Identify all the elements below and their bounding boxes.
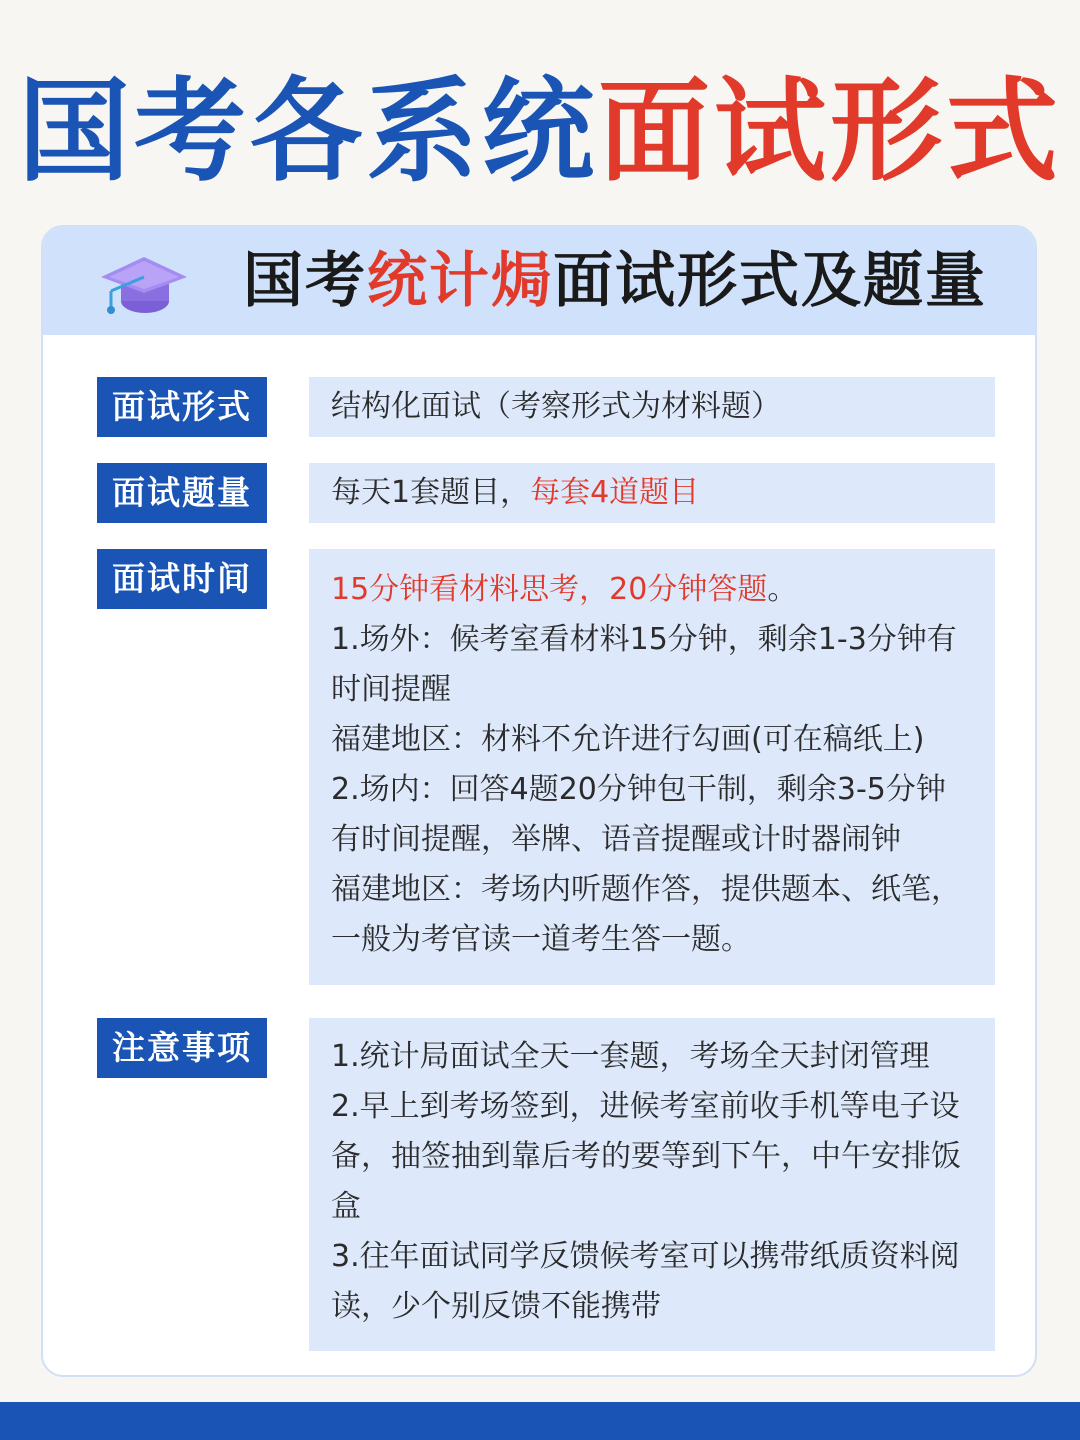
card-header: [43, 227, 1035, 335]
content-line: 福建地区：考场内听题作答，提供题本、纸笔，: [331, 872, 961, 907]
content-line: 3.往年面试同学反馈候考室可以携带纸质资料阅: [331, 1239, 960, 1274]
content-line: 读，少个别反馈不能携带: [331, 1289, 661, 1324]
bottom-bar: [0, 1402, 1080, 1440]
card-title: [243, 245, 987, 317]
content-line: 备，抽签抽到靠后考的要等到下午，中午安排饭: [331, 1139, 961, 1174]
label-interview-time: 面试时间: [97, 549, 267, 609]
content-text: 。: [767, 572, 798, 607]
label-interview-format: 面试形式: [97, 377, 267, 437]
content-interview-format: [309, 377, 995, 437]
page-title-red: 面试形式: [598, 67, 1062, 197]
content-text: 每天1套题目，: [331, 475, 531, 510]
card-title-prefix: 国考: [243, 246, 367, 316]
card-title-suffix: 面试形式及题量: [553, 246, 987, 316]
content-line: 时间提醒: [331, 672, 451, 707]
label-notes: 注意事项: [97, 1018, 267, 1078]
content-line: 福建地区：材料不允许进行勾画(可在稿纸上): [331, 722, 925, 757]
content-line: 一般为考官读一道考生答一题。: [331, 922, 751, 957]
content-highlight: 每套4道题目: [530, 475, 700, 510]
content-line: 1.统计局面试全天一套题，考场全天封闭管理: [331, 1039, 930, 1074]
card-title-highlight: 统计焗: [367, 246, 553, 316]
content-line: 1.场外：候考室看材料15分钟，剩余1-3分钟有: [331, 622, 957, 657]
content-line: 2.场内：回答4题20分钟包干制，剩余3-5分钟: [331, 772, 946, 807]
content-highlight: 15分钟看材料思考，20分钟答题: [331, 572, 768, 607]
content-line: 盒: [331, 1189, 361, 1224]
content-interview-time: [309, 549, 995, 985]
content-line: 结构化面试（考察形式为材料题）: [331, 389, 781, 424]
content-line: 2.早上到考场签到，进候考室前收手机等电子设: [331, 1089, 960, 1124]
page-title-blue: 国考各系统: [18, 67, 598, 197]
page-title: [0, 62, 1080, 202]
info-card: [41, 225, 1037, 1377]
graduation-cap-icon: [99, 249, 189, 319]
content-notes: [309, 1018, 995, 1351]
content-question-count: [309, 463, 995, 523]
content-line: 有时间提醒，举牌、语音提醒或计时器闹钟: [331, 822, 901, 857]
label-question-count: 面试题量: [97, 463, 267, 523]
